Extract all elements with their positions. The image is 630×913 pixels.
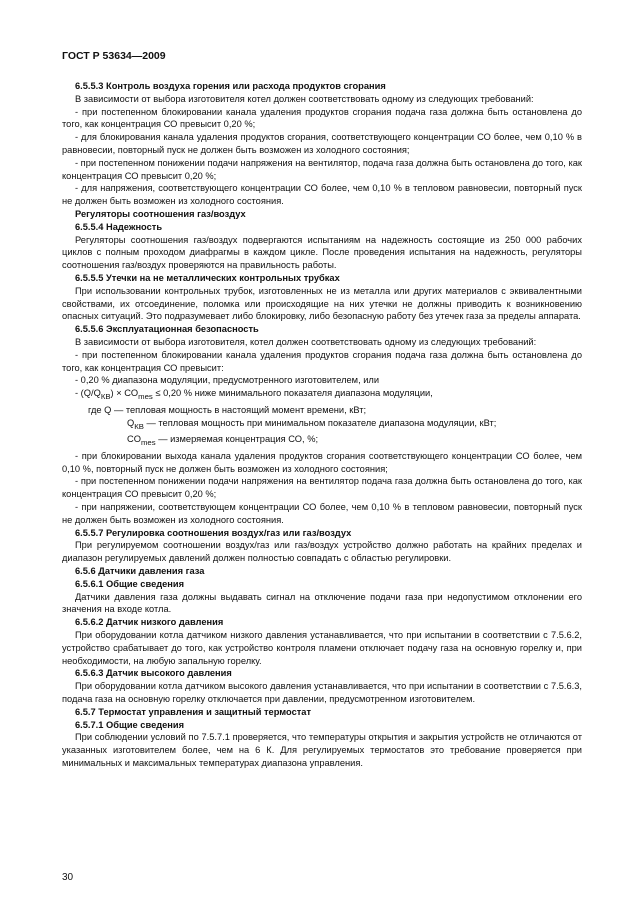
list-item: - для блокирования канала удаления продуктов сгорания, соответствующего концентрации СО более, чем 0,10 % в равновесии, повторный пуск не должен быть возможен из холодного состояния;	[62, 132, 582, 155]
list-item: - при блокировании выхода канала удаления продуктов сгорания соответствующего концентрации СО более, чем 0,10 %, повторный пуск не должен быть возможен из холодного состояния;	[62, 450, 582, 474]
formula-sub-mes: mes	[138, 391, 153, 401]
paragraph: В зависимости от выбора изготовителя, котел должен соответствовать одному из следующих требований:	[75, 336, 537, 347]
definition-qkb	[62, 417, 582, 434]
list-item: - 0,20 % диапазона модуляции, предусмотренного изготовителем, или	[75, 375, 380, 386]
formula-times-co: ) × CO	[110, 388, 139, 399]
list-item: - при постепенном понижении подачи напряжения на вентилятор, подача газа должна быть остановлена до того, как концентрация СО превысит 0,20 %;	[62, 157, 582, 181]
definition-q: где Q — тепловая мощность в настоящий момент времени, кВт;	[88, 404, 367, 415]
formula-rest: ≤ 0,20 % ниже минимального показателя диапазона модуляции,	[152, 388, 433, 399]
list-item: - для напряжения, соответствующего концентрации СО более, чем 0,10 % в тепловом равновесии, повторный пуск не должен быть возможен из холодного состояния.	[62, 183, 582, 207]
section-heading: 6.5.5.5 Утечки на не металлических контрольных трубках	[75, 272, 340, 283]
paragraph: При регулируемом соотношении воздух/газ или газ/воздух устройство должно работать на крайних пределах и диапазон регулируемых давлений должен полностью совпадать с областью регулировки.	[62, 540, 582, 564]
paragraph: Датчики давления газа должны выдавать сигнал на отключение подачи газа при недопустимом отклонении его значения на входе котла.	[62, 591, 582, 615]
section-heading: 6.5.5.4 Надежность	[75, 221, 163, 232]
section-heading: 6.5.6.1 Общие сведения	[75, 578, 185, 589]
symbol-co: CO	[127, 434, 141, 445]
paragraph: При оборудовании котла датчиком высокого давления устанавливается, что при испытании в соответствии с 7.5.6.3, подача газа на основную горелку отключается при давлении, предусмотренном изготовителем.	[62, 681, 582, 705]
formula-open: - (Q/Q	[75, 388, 101, 399]
list-item: - при постепенном блокировании канала удаления продуктов сгорания подача газа должна быть остановлена до того, как концентрация СО превысит:	[62, 349, 582, 373]
section-heading: 6.5.5.6 Эксплуатационная безопасность	[75, 324, 259, 335]
paragraph: В зависимости от выбора изготовителя котел должен соответствовать одному из следующих требований:	[75, 93, 534, 104]
formula-sub-kb: КВ	[100, 391, 111, 401]
document-body	[62, 80, 582, 770]
symbol-sub-kb: КВ	[134, 421, 144, 431]
section-heading: Регуляторы соотношения газ/воздух	[75, 208, 246, 219]
paragraph: При оборудовании котла датчиком низкого давления устанавливается, что при испытании в соответствии с 7.5.6.2, устройство срабатывает до того, как устройство контроля пламени отключает подачу газа на основную горелку и, при необходимости, на любую запальную горелку.	[62, 630, 582, 666]
list-item: - при постепенном понижении подачи напряжения на вентилятор подача газа должна быть остановлена до того, как концентрация СО превысит 0,20 %;	[62, 476, 582, 500]
section-heading: 6.5.7 Термостат управления и защитный термостат	[75, 706, 312, 717]
document-header: ГОСТ Р 53634—2009	[62, 50, 166, 62]
symbol-sub-mes: mes	[140, 438, 156, 448]
definition-text: — тепловая мощность при минимальном показателе диапазона модуляции, кВт;	[146, 417, 497, 428]
section-heading: 6.5.6.2 Датчик низкого давления	[75, 617, 224, 628]
paragraph: При использовании контрольных трубок, изготовленных не из металла или других материалов с эквивалентными свойствами, их отсоединение, поломка или происходящие на них утечки не должны приводить к возникновению опасных ситуаций. Это подразумевает либо блокировку, либо безопасную работу без утечек газа за пределы аппарата.	[62, 285, 582, 322]
section-heading: 6.5.5.7 Регулировка соотношения воздух/газ или газ/воздух	[75, 527, 352, 538]
paragraph: При соблюдении условий по 7.5.7.1 проверяется, что температуры открытия и закрытия устройств не отличаются от указанных изготовителем более, чем на 6 К. Для регулируемых термостатов это требование проверяется при минимальных и максимальных температурах диапазона управления.	[62, 732, 582, 769]
definition-comes	[62, 433, 582, 450]
definition-text: — измеряемая концентрация СО, %;	[158, 434, 319, 445]
section-heading: 6.5.6.3 Датчик высокого давления	[75, 668, 232, 679]
paragraph: Регуляторы соотношения газ/воздух подвергаются испытаниям на надежность состоящие из 250 000 рабочих циклов с полным проходом диафрагмы в каждом цикле. После проведения испытания на надежность, регуляторы соотношения газ/воздух проверяются на правильность работы.	[62, 234, 582, 271]
section-heading: 6.5.7.1 Общие сведения	[75, 719, 185, 730]
formula	[62, 387, 582, 404]
list-item: - при постепенном блокировании канала удаления продуктов сгорания подача газа должна быть остановлена до того, как концентрация СО превысит 0,20 %;	[62, 106, 582, 130]
section-heading: 6.5.6 Датчики давления газа	[75, 566, 205, 577]
page-number: 30	[62, 872, 74, 883]
list-item: - при напряжении, соответствующем концентрации СО более, чем 0,10 % в тепловом равновесии, повторный пуск не должен быть возможен из холодного состояния.	[62, 502, 582, 525]
section-heading: 6.5.5.3 Контроль воздуха горения или расхода продуктов сгорания	[75, 81, 386, 91]
symbol-q: Q	[127, 417, 135, 428]
